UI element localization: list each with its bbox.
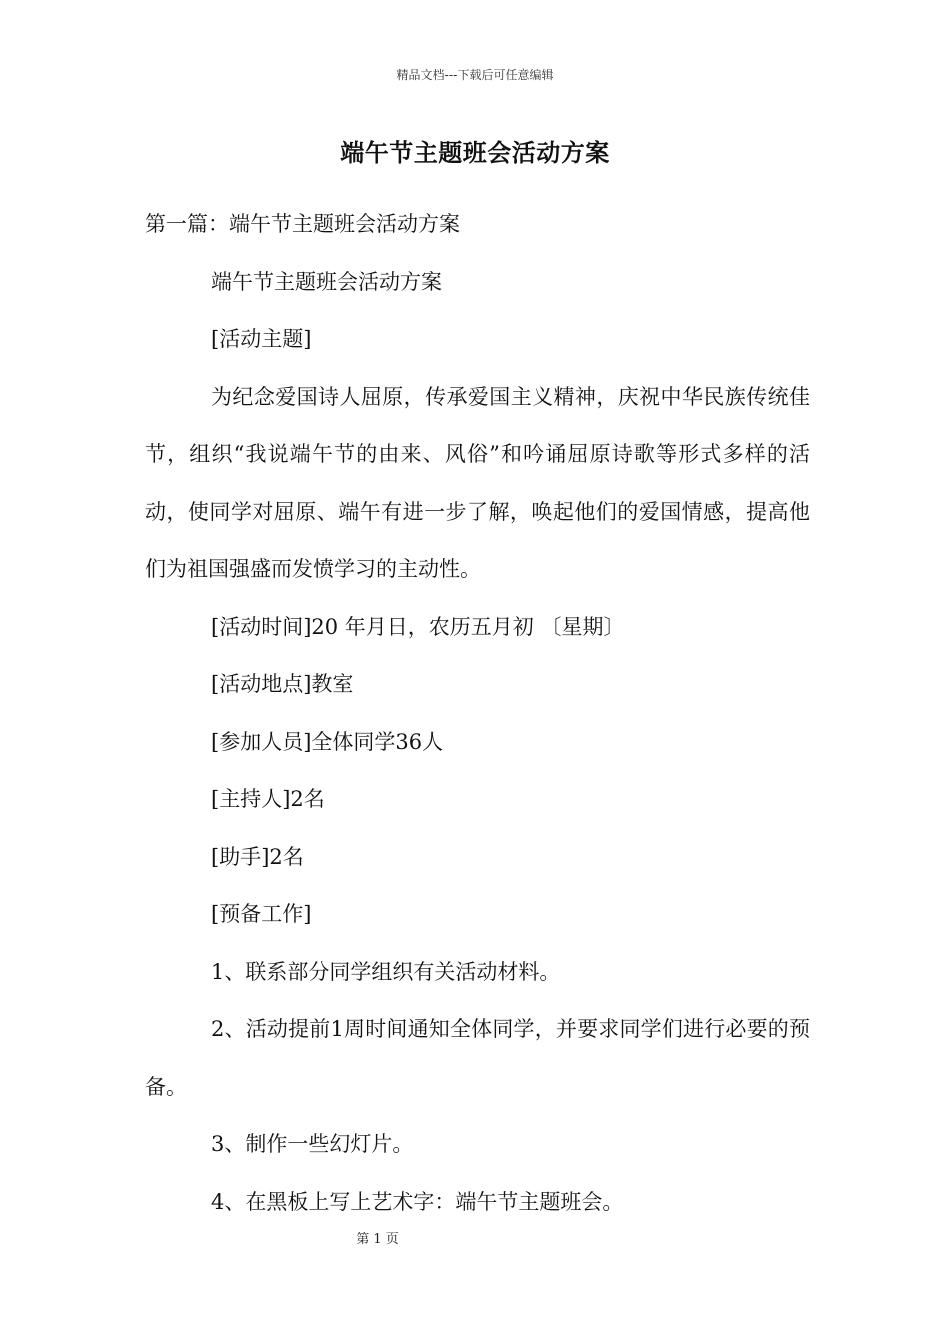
theme-label: [活动主题] — [211, 327, 312, 351]
list-item: 4、在黑板上写上艺术字：端午节主题班会。 — [211, 1189, 624, 1214]
document-title: 端午节主题班会活动方案 — [340, 138, 610, 167]
header-note: 精品文档---下载后可任意编辑 — [396, 68, 554, 82]
list-item: 2、活动提前1周时间通知全体同学，并要求同学们进行必要的预备。 — [145, 1017, 810, 1099]
list-item: 3、制作一些幻灯片。 — [211, 1132, 414, 1156]
document-body — [145, 196, 810, 1231]
page-number: 第 1 页 — [356, 1232, 399, 1247]
section-heading: 第一篇：端午节主题班会活动方案 — [145, 212, 460, 236]
preparation-label: [预备工作] — [211, 902, 312, 926]
theme-paragraph: 为纪念爱国诗人屈原，传承爱国主义精神，庆祝中华民族传统佳节，组织“我说端午节的由来、风俗”和吟诵屈原诗歌等形式多样的活动，使同学对屈原、端午有进一步了解，唤起他们的爱国情感，提高他们为祖国强盛而发愤学习的主动性。 — [145, 384, 810, 581]
location-paragraph: [活动地点]教室 — [211, 672, 354, 696]
time-paragraph: [活动时间]20 年月日，农历五月初 〔星期〕 — [211, 614, 625, 639]
participants-paragraph: [参加人员]全体同学36人 — [211, 729, 444, 754]
hosts-paragraph: [主持人]2名 — [211, 787, 325, 811]
subtitle-paragraph: 端午节主题班会活动方案 — [211, 269, 442, 294]
list-item: 1、联系部分同学组织有关活动材料。 — [211, 959, 561, 984]
assistants-paragraph: [助手]2名 — [211, 844, 304, 869]
